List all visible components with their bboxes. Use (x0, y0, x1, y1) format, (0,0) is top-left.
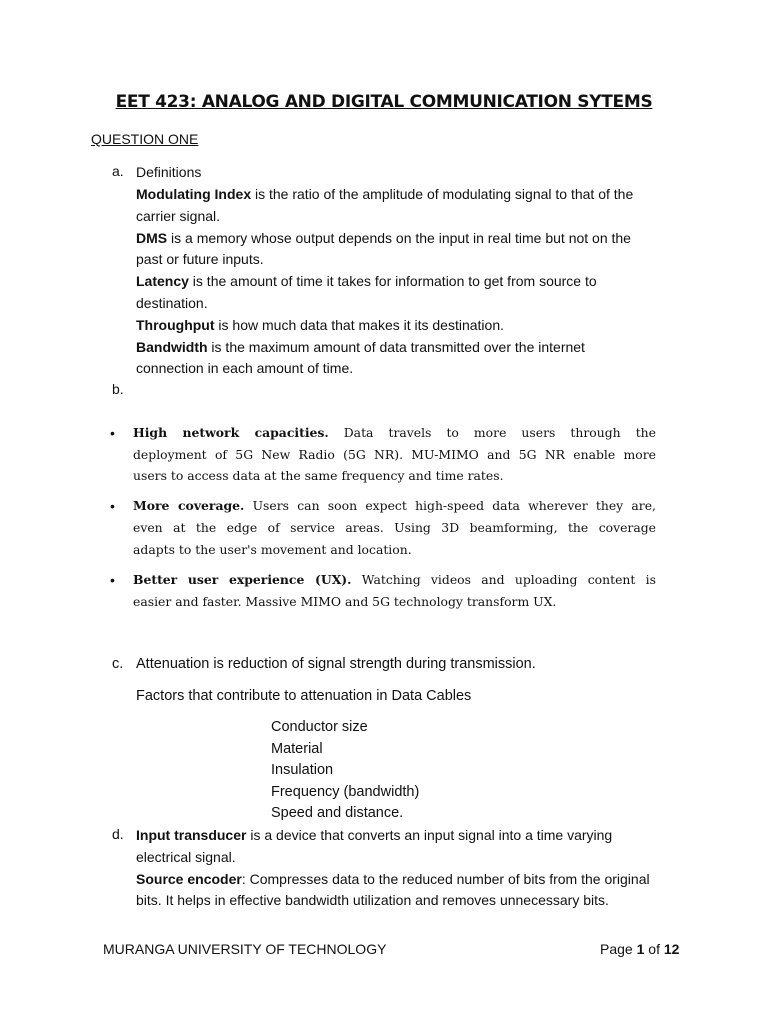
bullet-line: users to access data at the same frequency and time rates. (133, 468, 504, 483)
footer-page-number (600, 941, 679, 957)
definition-line (136, 207, 220, 225)
bullet-lead: More coverage. (133, 498, 245, 513)
definition-text: bits. It helps in effective bandwidth utilization and removes unnecessary bits. (136, 892, 609, 908)
attenuation-definition: Attenuation is reduction of signal strength during transmission. (136, 656, 536, 672)
definition-term: Bandwidth (136, 339, 208, 355)
bullet-line: deployment of 5G New Radio (5G NR). MU-MIMO and 5G NR enable more (133, 447, 656, 462)
page-current: 1 (636, 941, 645, 957)
definition-line (136, 359, 353, 377)
definition-line (136, 294, 208, 312)
bullet-text: Users can soon expect high-speed data wherever they are, (244, 498, 656, 513)
bullet-icon: • (110, 425, 115, 441)
factor-item: Speed and distance. (271, 805, 404, 821)
item-marker-d: d. (112, 826, 124, 842)
item-marker-b: b. (112, 381, 124, 397)
definition-term: Throughput (136, 317, 215, 333)
bullet-line: easier and faster. Massive MIMO and 5G technology transform UX. (133, 594, 557, 609)
definition-line (136, 316, 504, 334)
item-marker-a: a. (112, 163, 124, 179)
bullet-line (133, 571, 656, 589)
question-heading: QUESTION ONE (91, 131, 199, 147)
bullet-lead: Better user experience (UX). (133, 572, 352, 587)
definition-text: carrier signal. (136, 208, 221, 224)
bullet-icon: • (110, 498, 115, 514)
definition-text: is a memory whose output depends on the input in real time but not on the (167, 230, 631, 246)
definition-line (136, 848, 236, 866)
bullet-line: adapts to the user's movement and location. (133, 542, 412, 557)
definition-line (136, 870, 650, 888)
bullet-text: Watching videos and uploading content is (351, 572, 657, 587)
definition-text: : Compresses data to the reduced number of bits from the original (241, 871, 650, 887)
of-word: of (644, 941, 664, 957)
definition-text: is the ratio of the amplitude of modulating signal to that of the (251, 186, 634, 202)
definition-term: Input transducer (136, 827, 247, 843)
definition-line (136, 250, 264, 268)
bullet-icon: • (110, 572, 115, 588)
bullet-line (133, 424, 656, 442)
page-total: 12 (663, 941, 680, 957)
definition-text: is a device that converts an input signal into a time varying (246, 827, 613, 843)
definition-term: DMS (136, 230, 168, 246)
definition-text: electrical signal. (136, 849, 236, 865)
definition-text: connection in each amount of time. (136, 360, 354, 376)
definition-line (136, 185, 633, 203)
definition-text: is the amount of time it takes for information to get from source to (188, 273, 597, 289)
bullet-lead: High network capacities. (133, 425, 329, 440)
definition-text: past or future inputs. (136, 251, 264, 267)
bullet-line: even at the edge of service areas. Using 3D beamforming, the coverage (133, 520, 656, 535)
definition-term: Latency (136, 273, 189, 289)
definition-line (136, 826, 612, 844)
factors-heading: Factors that contribute to attenuation in Data Cables (136, 688, 472, 704)
factor-item: Material (271, 741, 323, 757)
page-word: Page (600, 941, 637, 957)
factor-item: Frequency (bandwidth) (271, 784, 420, 800)
bullet-line (133, 497, 656, 515)
definition-text: is the maximum amount of data transmitted over the internet (207, 339, 585, 355)
definition-line (136, 229, 631, 247)
definition-line (136, 272, 597, 290)
definition-term: Modulating Index (136, 186, 252, 202)
definition-text: destination. (136, 295, 208, 311)
definition-text: is how much data that makes it its destination. (214, 317, 505, 333)
factor-item: Conductor size (271, 719, 368, 735)
definition-line (136, 891, 609, 909)
definition-line (136, 338, 585, 356)
document-title: EET 423: ANALOG AND DIGITAL COMMUNICATION SYTEMS (115, 92, 653, 112)
item-marker-c: c. (112, 656, 124, 672)
bullet-text: Data travels to more users through the (328, 425, 656, 440)
footer-institution: MURANGA UNIVERSITY OF TECHNOLOGY (103, 941, 387, 957)
factor-item: Insulation (271, 762, 334, 778)
definitions-heading: Definitions (136, 164, 202, 180)
definition-term: Source encoder (136, 871, 242, 887)
